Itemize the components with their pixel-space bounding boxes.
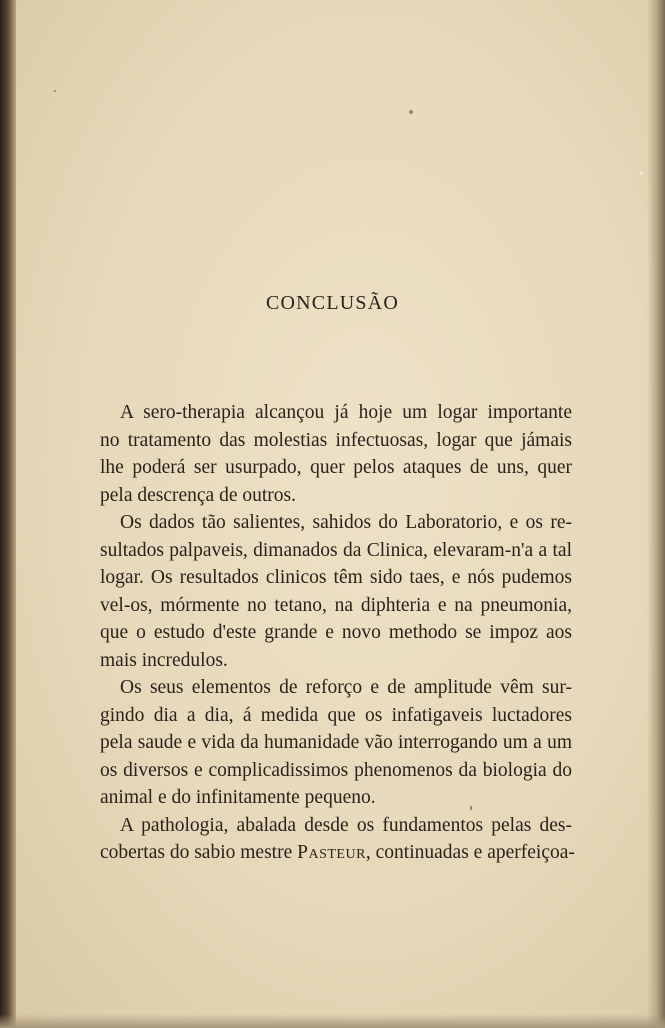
text-line: animal e do infinitamente pequeno. <box>100 787 376 808</box>
text-line-last <box>100 839 575 867</box>
text-fragment: cobertas do sabio mestre <box>100 842 298 863</box>
text-line: gindo dia a dia, á medida que os infatigaveis luctadores <box>100 704 572 726</box>
text-line: pela descrença de outros. <box>100 484 296 506</box>
paper-speck <box>54 90 56 92</box>
page-edge-right <box>647 0 665 1028</box>
paper-speck <box>409 110 413 114</box>
text-line: logar. Os resultados clinicos têm sido taes, e nós pudemos <box>100 567 572 588</box>
author-name: Pasteur <box>297 842 366 863</box>
text-line: lhe poderá ser usurpado, quer pelos ataques de uns, quer <box>100 457 572 478</box>
text-line: pela saude e vida da humanidade vão interrogando um a um <box>100 732 572 753</box>
text-line: A sero-therapia alcançou já hoje um logar importante <box>120 402 572 423</box>
text-line: Os dados tão salientes, sahidos do Laboratorio, e os re- <box>120 512 572 533</box>
text-line: no tratamento das molestias infectuosas, logar que jámais <box>100 429 572 451</box>
text-line: sultados palpaveis, dimanados da Clinica, elevaram-n'a a tal <box>100 539 572 561</box>
body-text <box>100 399 575 867</box>
text-line: A pathologia, abalada desde os fundamentos pelas des- <box>120 814 572 836</box>
text-line: Os seus elementos de reforço e de amplitude vêm sur- <box>120 677 572 698</box>
text-line: vel-os, mórmente no tetano, na diphteria e na pneumonia, <box>100 594 572 616</box>
text-line: os diversos e complicadissimos phenomenos da biologia do <box>100 759 572 781</box>
chapter-title: CONCLUSÃO <box>265 292 400 314</box>
text-line: que o estudo d'este grande e novo methodo se impoz aos <box>100 622 572 643</box>
page-gutter-left <box>0 0 16 1028</box>
paper-speck <box>640 172 643 175</box>
text-line: mais incredulos. <box>100 649 228 671</box>
page-edge-bottom <box>0 1014 665 1028</box>
text-fragment: , continuadas e aperfeiçoa- <box>365 842 575 863</box>
